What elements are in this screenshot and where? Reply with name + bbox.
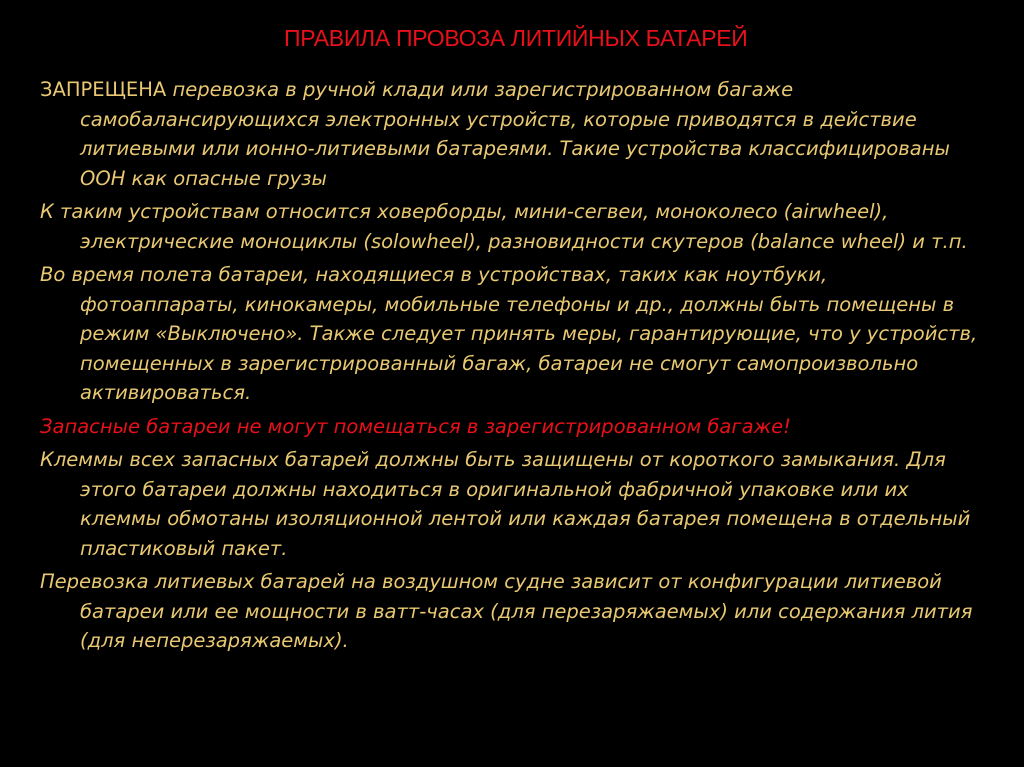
paragraph-flight-mode: Во время полета батареи, находящиеся в устройствах, таких как ноутбуки, фотоаппараты, кинокамеры, мобильные телефоны и др., должны быть помещены в режим «Выключено». Также следует принять меры, гарантирующие, что у устройств, помещенных в зарегистрированный багаж, батареи не смогут самопроизвольно активироваться. <box>40 263 978 404</box>
prohibition-text: перевозка в ручной клади или зарегистрированном багаже самобалансирующихся электронных устройств, которые приводятся в действие литиевыми или ионно-литиевыми батареями. Такие устройства классифицированы ООН как опасные грузы <box>80 78 950 190</box>
paragraph-aircraft-transport: Перевозка литиевых батарей на воздушном судне зависит от конфигурации литиевой батареи или ее мощности в ватт-часах (для перезаряжаемых) или содержания лития (для неперезаряжаемых). <box>40 570 973 652</box>
paragraph-device-examples: К таким устройствам относится ховерборды, мини-сегвеи, моноколесо (airwheel), электрические моноциклы (solowheel), разновидности скутеров (balance wheel) и т.п. <box>40 200 968 253</box>
slide-title: ПРАВИЛА ПРОВОЗА ЛИТИЙНЫХ БАТАРЕЙ <box>284 25 748 51</box>
prohibition-lead-word: ЗАПРЕЩЕНА <box>40 78 167 101</box>
paragraph-prohibition <box>40 75 980 193</box>
paragraph-spare-batteries-warning: Запасные батареи не могут помещаться в зарегистрированном багаже! <box>40 414 791 438</box>
paragraph-terminal-protection: Клеммы всех запасных батарей должны быть защищены от короткого замыкания. Для этого батареи должны находиться в оригинальной фабричной упаковке или их клеммы обмотаны изоляционной лентой или каждая батарея помещена в отдельный пластиковый пакет. <box>40 448 971 560</box>
slide-body <box>40 75 980 660</box>
